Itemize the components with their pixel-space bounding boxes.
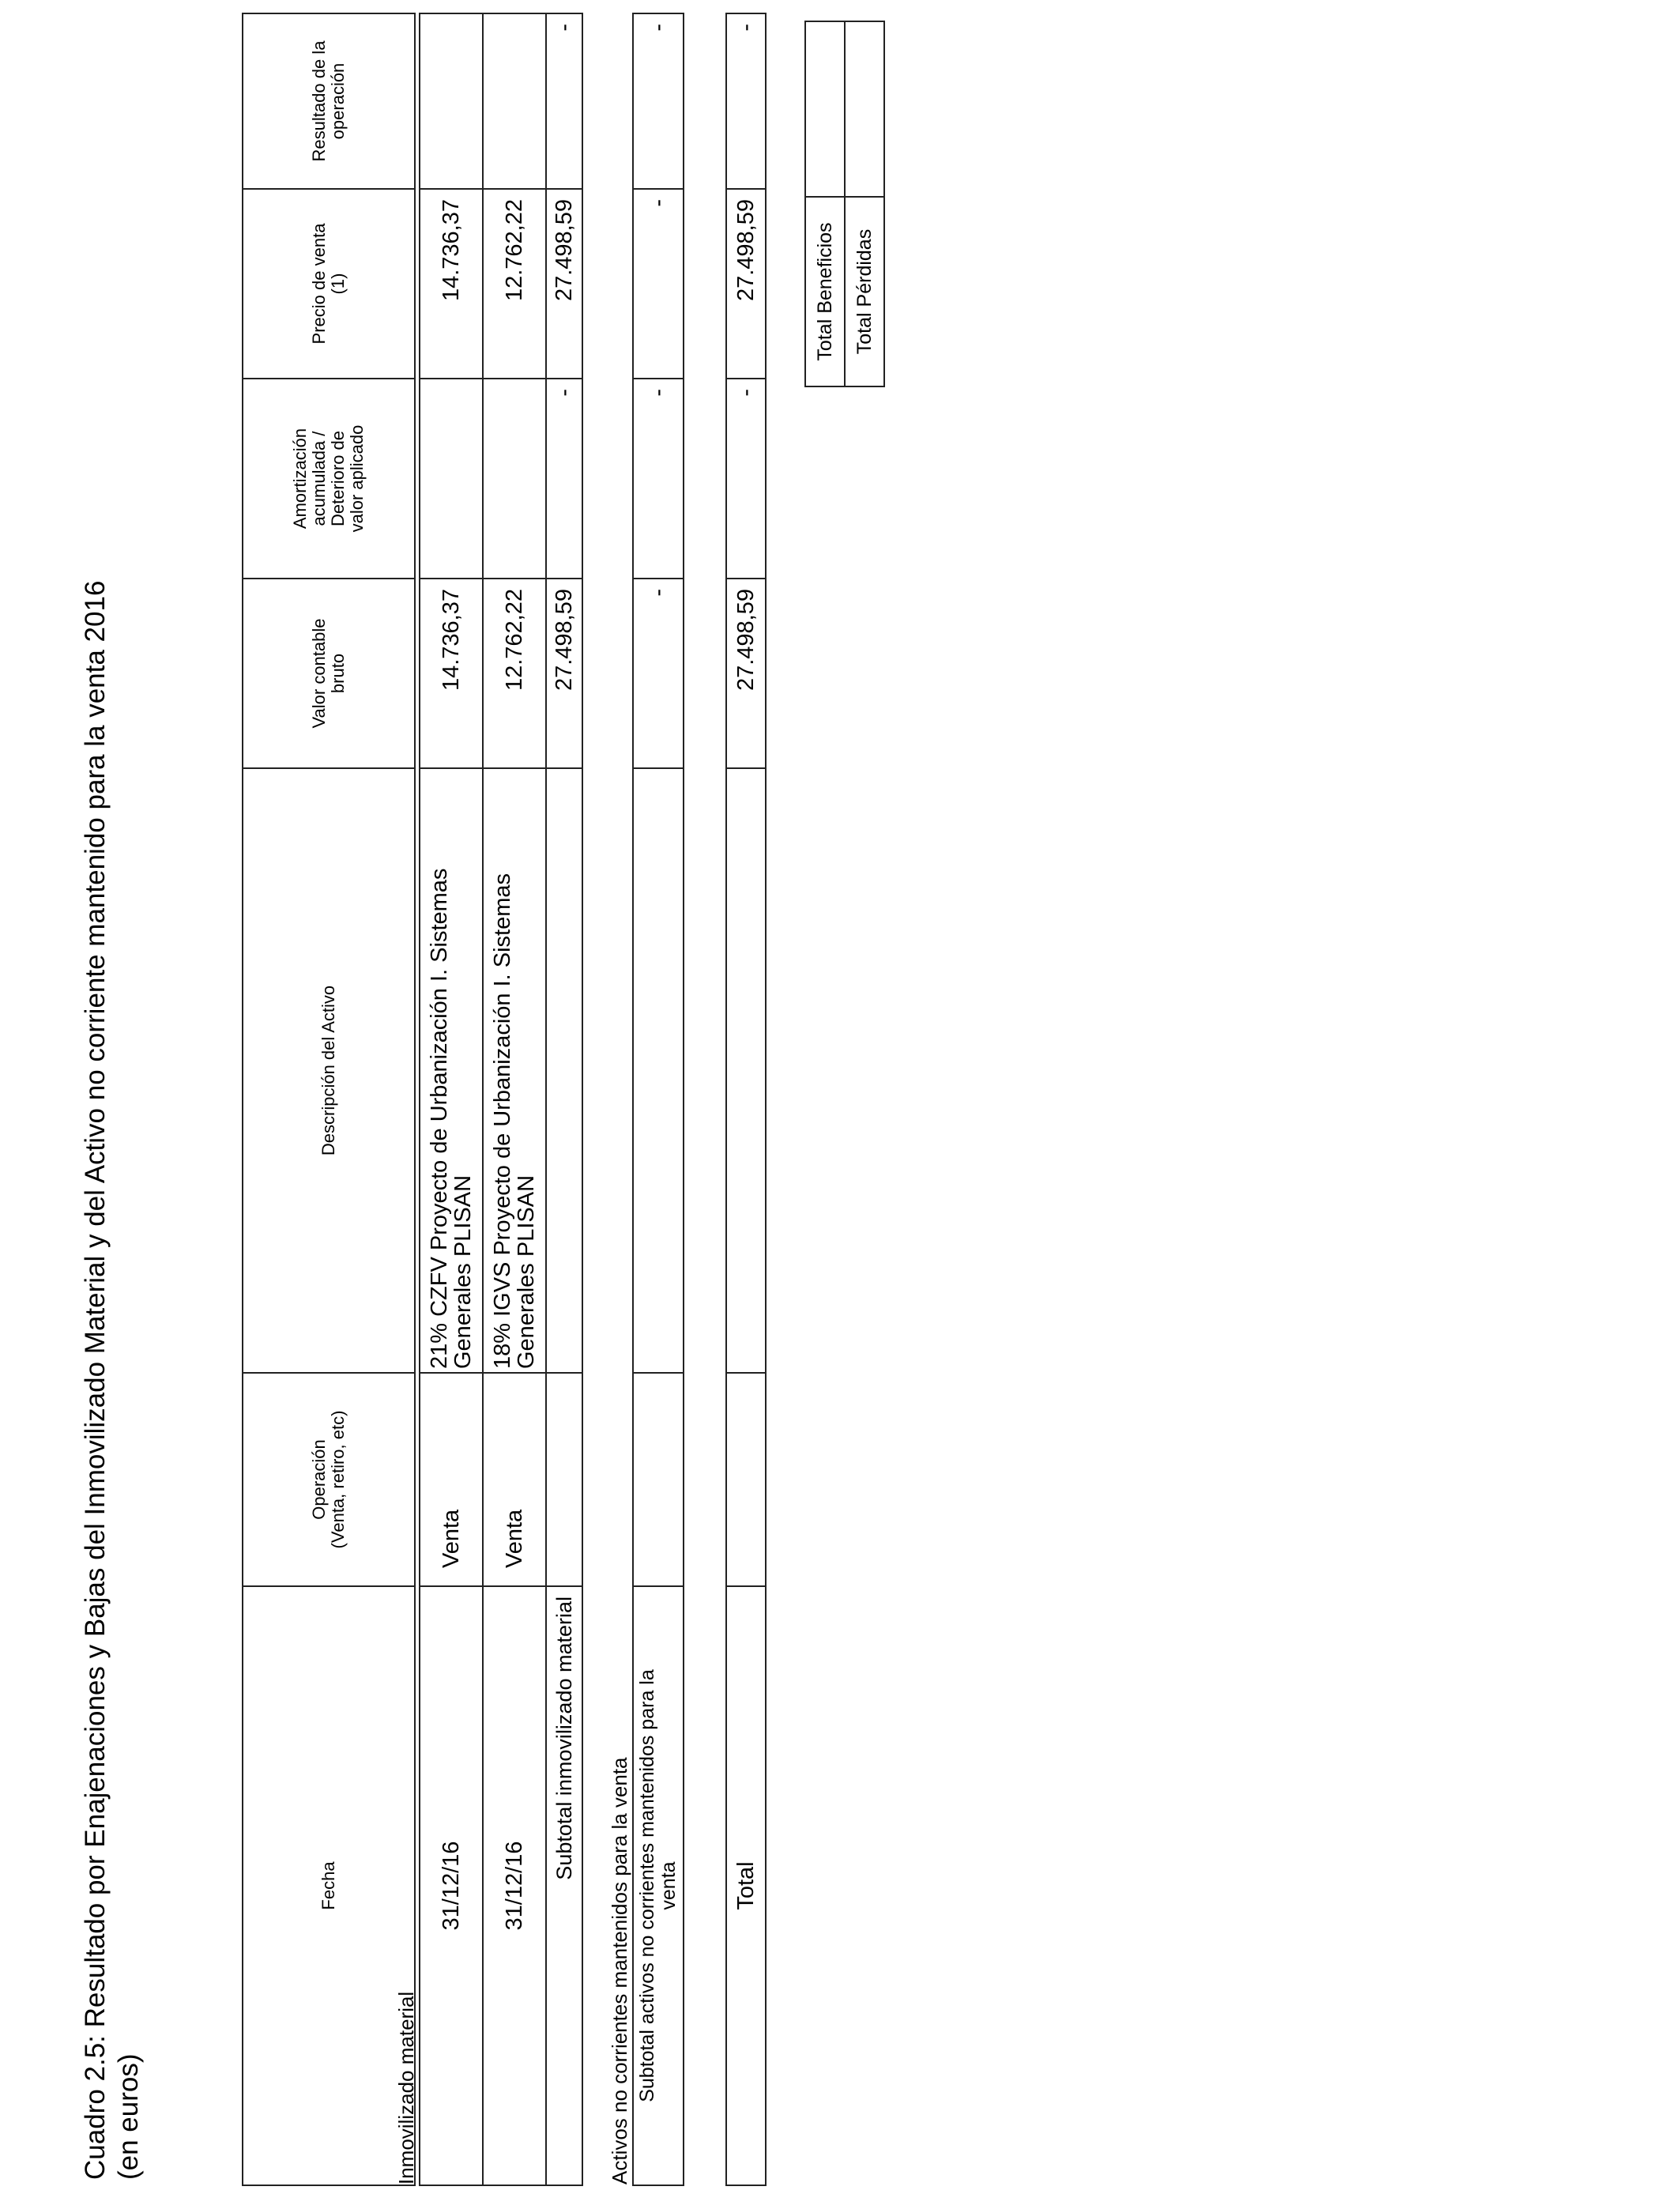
row-fecha: 31/12/16	[483, 1586, 546, 2185]
total-row	[726, 13, 766, 2185]
subtotal-inmovilizado-row	[546, 13, 582, 2185]
subtotal-activos-precio: -	[633, 189, 684, 379]
total-perdidas-label: Total Pérdidas	[845, 197, 884, 386]
subtotal-activos-amortizacion: -	[633, 379, 684, 579]
row-descripcion: 18% IGVS Proyecto de Urbanización I. Sistemas Generales PLISAN	[483, 768, 546, 1373]
table-row	[483, 13, 546, 2185]
row-valor-contable: 12.762,22	[483, 579, 546, 768]
section-inmovilizado-label: Inmovilizado material	[394, 1991, 418, 2185]
subtotal-activos-label: Subtotal activos no corrientes mantenidos para la venta	[633, 1586, 684, 2185]
subtotal-activos-row	[633, 13, 684, 2185]
subtotal-inmovilizado-label: Subtotal inmovilizado material	[546, 1586, 582, 2185]
total-beneficios-value	[805, 21, 845, 197]
header-operacion: Operación (Venta, retiro, etc)	[243, 1373, 415, 1586]
total-label: Total	[726, 1586, 766, 2185]
page-title	[79, 581, 145, 2180]
title-line-2: (en euros)	[113, 2053, 144, 2180]
total-empty-cell	[726, 768, 766, 1373]
subtotal-empty-cell	[633, 768, 684, 1373]
header-descripcion: Descripción del Activo	[243, 768, 415, 1373]
header-valor-contable: Valor contable bruto	[243, 579, 415, 768]
header-amortizacion: Amortización acumulada / Deterioro de valor aplicado	[243, 379, 415, 579]
table-row	[420, 13, 483, 2185]
row-precio-venta: 12.762,22	[483, 189, 546, 379]
row-amortizacion	[420, 379, 483, 579]
title-line-1: Cuadro 2.5: Resultado por Enajenaciones y Bajas del Inmovilizado Material y del Activo no corriente mantenido para la venta 2016	[80, 580, 111, 2180]
total-empty-cell	[726, 1373, 766, 1586]
subtotal-amortizacion: -	[546, 379, 582, 579]
total-table	[725, 13, 767, 2186]
row-fecha: 31/12/16	[420, 1586, 483, 2185]
row-descripcion: 21% CZFV Proyecto de Urbanización I. Sistemas Generales PLISAN	[420, 768, 483, 1373]
header-table	[242, 13, 416, 2186]
subtotal-precio-venta: 27.498,59	[546, 189, 582, 379]
row-operacion: Venta	[483, 1373, 546, 1586]
total-valor-contable: 27.498,59	[726, 579, 766, 768]
subtotal-resultado: -	[546, 13, 582, 189]
row-resultado	[420, 13, 483, 189]
subtotal-empty-cell	[633, 1373, 684, 1586]
header-resultado: Resultado de la operación	[243, 13, 415, 189]
totals-box	[804, 21, 885, 387]
subtotal-activos-resultado: -	[633, 13, 684, 189]
activos-table	[632, 13, 684, 2186]
total-amortizacion: -	[726, 379, 766, 579]
row-valor-contable: 14.736,37	[420, 579, 483, 768]
subtotal-empty-cell	[546, 1373, 582, 1586]
row-operacion: Venta	[420, 1373, 483, 1586]
total-perdidas-value	[845, 21, 884, 197]
subtotal-valor-contable: 27.498,59	[546, 579, 582, 768]
total-perdidas-row	[845, 21, 884, 386]
total-beneficios-label: Total Beneficios	[805, 197, 845, 386]
section-activos-label: Activos no corrientes mantenidos para la venta	[608, 1757, 631, 2185]
subtotal-empty-cell	[546, 768, 582, 1373]
total-precio-venta: 27.498,59	[726, 189, 766, 379]
subtotal-activos-valor: -	[633, 579, 684, 768]
header-fecha: Fecha	[243, 1586, 415, 2185]
total-beneficios-row	[805, 21, 845, 386]
row-resultado	[483, 13, 546, 189]
total-resultado: -	[726, 13, 766, 189]
row-precio-venta: 14.736,37	[420, 189, 483, 379]
row-amortizacion	[483, 379, 546, 579]
inmovilizado-table	[419, 13, 583, 2186]
header-precio-venta: Precio de venta (1)	[243, 189, 415, 379]
